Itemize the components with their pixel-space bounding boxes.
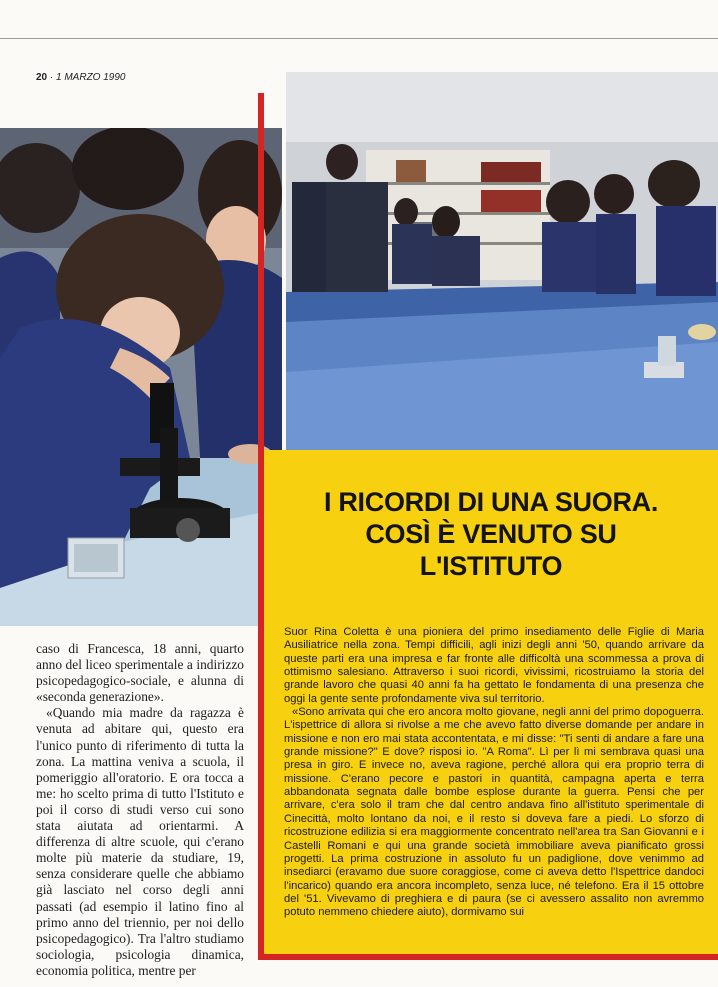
red-frame-bottom [258, 954, 718, 960]
headline-line-2: COSÌ È VENUTO SU [365, 519, 617, 549]
sidebar-paragraph: «Sono arrivata qui che ero ancora molto giovane, negli anni del primo dopoguerra. L'ispettrice di allora si rivolse a me che avevo fatto diverse domande per andare in missione e non ero mai stata accontentata, e mi disse: "Ti senti di andare a fare una grande missione?" E dove? risposi io. "A Roma". Lì per lì mi sembrava quasi una presa in giro. E invece no, aveva ragione, perché allora qui era proprio terra di missione. C'erano pecore e pastori in quantità, campagna aperta e terra abbandonata segnata dalle bombe esplose durante la guerra. Pensi che per arrivare, c'era solo il tram che dal centro andava fino all'istituto sperimentale di Cinecittà, molto lontano da noi, e il resto si doveva fare a piedi. Lo sforzo di ricostruzione edilizia si era maggiormente concentrato nell'area tra San Giovanni e i Castelli Romani e qui una grande società immobiliare aveva pianificato grossi progetti. La prima costruzione in assoluto fu un padiglione, dove venimmo ad insediarci (eravamo due suore coraggiose, come ci aveva detto l'Ispettrice dandoci l'incarico) quando era ancora incompleto, senza luce, né telefono. Era il 15 ottobre del '51. Vivevamo di preghiera e di paura (se ci avessero assalito non avremmo potuto nemmeno chiedere aiuto), dormivamo sui [284, 706, 704, 919]
article-column [36, 641, 244, 979]
page-number: 20 [36, 72, 48, 83]
folio-separator: · [47, 72, 57, 83]
school-laboratory-photo [286, 72, 718, 450]
headline-line-1: I RICORDI DI UNA SUORA. [323, 487, 659, 517]
top-rule [0, 38, 718, 39]
sidebar-paragraph: Suor Rina Coletta è una pioniera del primo insediamento delle Figlie di Maria Ausiliatrice nella zona. Tempi difficili, agli inizi degli anni '50, quando arrivare da queste parti era una impresa e far fronte alle difficoltà una scommessa a prova di ottimismo salesiano. Attraverso i suoi ricordi, vivissimi, ricostruiamo la storia del grande lavoro che quasi 40 anni fa ha gettato le fondamenta di una presenza che oggi la gente sente profondamente viva sul territorio. [284, 626, 704, 705]
page-folio [36, 72, 126, 83]
sidebar-body [284, 626, 704, 920]
issue-date: 1 MARZO 1990 [56, 72, 126, 83]
article-paragraph: caso di Francesca, 18 anni, quarto anno del liceo sperimentale a indirizzo psicopedagogico-sociale, e alunna di «seconda generazione». [36, 641, 244, 705]
sidebar-headline [268, 486, 714, 582]
article-paragraph: «Quando mia madre da ragazza è venuta ad abitare qui, questo era l'unico punto di riferimento di tutta la zona. La mattina veniva a scuola, il pomeriggio all'oratorio. E ora tocca a me: ho scelto prima di tutto l'Istituto e poi il corso di studi verso cui sono stata aiutata ad orientarmi. A differenza di altre scuole, qui c'erano molte più materie da studiare, 19, senza considerare quelle che abbiamo già lasciato nel corso degli anni passati (ad esempio il latino fino al primo anno del triennio, per noi dello psicopedagogico). Tra l'altro studiamo sociologia, psicologia dinamica, economia politica, mentre per [36, 705, 244, 978]
headline-line-3: L'ISTITUTO [419, 551, 563, 581]
students-microscope-photo [0, 128, 282, 626]
